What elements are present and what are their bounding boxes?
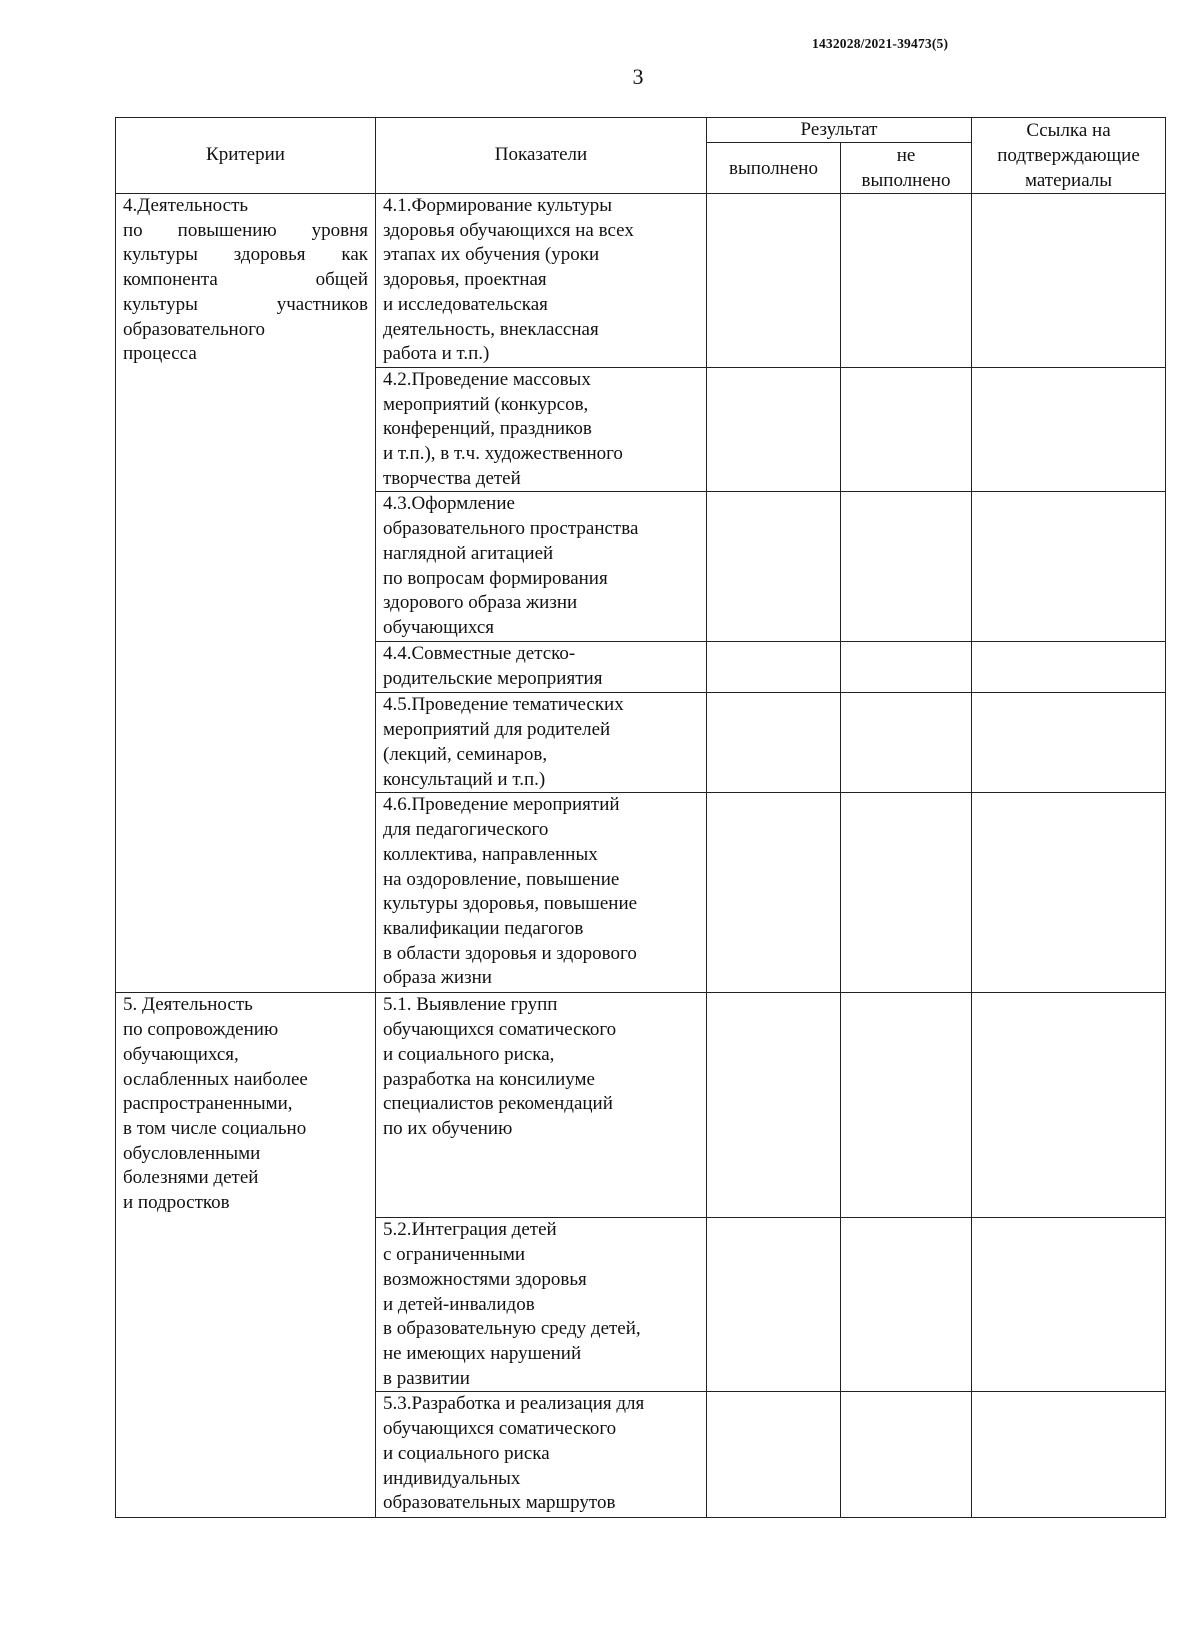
result-done-cell (707, 793, 841, 993)
indicator-cell: 5.3.Разработка и реализация для обучающихся соматического и социального риска индивидуальных образовательных маршрутов (376, 1392, 707, 1518)
table-row (116, 993, 1166, 1218)
criterion-cell-5 (116, 993, 376, 1518)
result-not-done-cell (841, 492, 972, 642)
criterion-line: по повышению уровня (123, 219, 368, 241)
criterion-line: культуры здоровья как (123, 244, 368, 266)
supporting-materials-cell (972, 793, 1166, 993)
criterion-line: ослабленных наиболее (123, 1068, 308, 1090)
criterion-line: и подростков (123, 1192, 230, 1214)
result-not-done-cell (841, 642, 972, 693)
supporting-materials-cell (972, 993, 1166, 1218)
criterion-line: в том числе социально (123, 1117, 307, 1139)
result-not-done-cell (841, 693, 972, 793)
criteria-table (115, 117, 1166, 1518)
result-done-cell (707, 993, 841, 1218)
indicator-cell: 4.2.Проведение массовых мероприятий (конкурсов, конференций, праздников и т.п.), в т.ч. художественного творчества детей (376, 367, 707, 492)
indicator-cell: 4.3.Оформление образовательного пространства наглядной агитацией по вопросам формирования здорового образа жизни обучающихся (376, 492, 707, 642)
supporting-materials-cell (972, 693, 1166, 793)
criterion-line: образовательного (123, 318, 266, 340)
supporting-materials-cell (972, 1218, 1166, 1392)
page-number: 3 (632, 64, 644, 89)
indicator-cell: 4.1.Формирование культуры здоровья обучающихся на всех этапах их обучения (уроки здоровья, проектная и исследовательская деятельность, внеклассная работа и т.п.) (376, 194, 707, 368)
supporting-materials-cell (972, 642, 1166, 693)
criteria-table-wrapper (115, 117, 1166, 1518)
header-row-1 (116, 118, 1166, 143)
criterion-line: обусловленными (123, 1142, 261, 1164)
indicator-cell: 5.1. Выявление групп обучающихся соматического и социального риска, разработка на консилиуме специалистов рекомендаций по их обучению (376, 993, 707, 1218)
result-done-cell (707, 194, 841, 368)
header-not-done-line: не (896, 145, 916, 166)
criterion-cell-4 (116, 194, 376, 993)
result-done-cell (707, 367, 841, 492)
criterion-line: распространенными, (123, 1093, 293, 1115)
result-not-done-cell (841, 1218, 972, 1392)
indicator-cell: 5.2.Интеграция детей с ограниченными возможностями здоровья и детей-инвалидов в образовательную среду детей, не имеющих нарушений в развитии (376, 1218, 707, 1392)
header-link-line: Ссылка на (1026, 120, 1111, 141)
result-done-cell (707, 693, 841, 793)
header-not-done (841, 143, 972, 194)
criterion-line: культуры участников (123, 293, 368, 315)
result-done-cell (707, 642, 841, 693)
document-number: 1432028/2021-39473(5) (812, 36, 949, 51)
result-done-cell (707, 492, 841, 642)
criterion-line: 5. Деятельность (123, 994, 253, 1016)
supporting-materials-cell (972, 367, 1166, 492)
criterion-line: болезнями детей (123, 1167, 259, 1189)
result-not-done-cell (841, 367, 972, 492)
indicator-cell: 4.5.Проведение тематических мероприятий для родителей (лекций, семинаров, консультаций и т.п.) (376, 693, 707, 793)
result-not-done-cell (841, 194, 972, 368)
header-criteria: Критерии (116, 118, 376, 194)
criterion-line: 4.Деятельность (123, 195, 249, 216)
result-done-cell (707, 1392, 841, 1518)
supporting-materials-cell (972, 194, 1166, 368)
supporting-materials-cell (972, 492, 1166, 642)
criterion-line: обучающихся, (123, 1043, 239, 1065)
result-done-cell (707, 1218, 841, 1392)
indicator-cell: 4.6.Проведение мероприятий для педагогического коллектива, направленных на оздоровление, повышение культуры здоровья, повышение квалификации педагогов в области здоровья и здорового образа жизни (376, 793, 707, 993)
header-link-line: материалы (1024, 170, 1113, 191)
header-link-line: подтверждающие (997, 145, 1140, 166)
header-indicators: Показатели (376, 118, 707, 194)
result-not-done-cell (841, 793, 972, 993)
header-result: Результат (707, 118, 972, 143)
header-supporting-materials-link (972, 118, 1166, 194)
criterion-line: компонента общей (123, 269, 368, 291)
supporting-materials-cell (972, 1392, 1166, 1518)
header-not-done-line: выполнено (861, 170, 951, 191)
indicator-cell: 4.4.Совместные детско- родительские мероприятия (376, 642, 707, 693)
result-not-done-cell (841, 993, 972, 1218)
criterion-line: процесса (123, 343, 197, 365)
header-done: выполнено (707, 143, 841, 194)
table-row (116, 194, 1166, 368)
criterion-line: по сопровождению (123, 1019, 279, 1041)
result-not-done-cell (841, 1392, 972, 1518)
